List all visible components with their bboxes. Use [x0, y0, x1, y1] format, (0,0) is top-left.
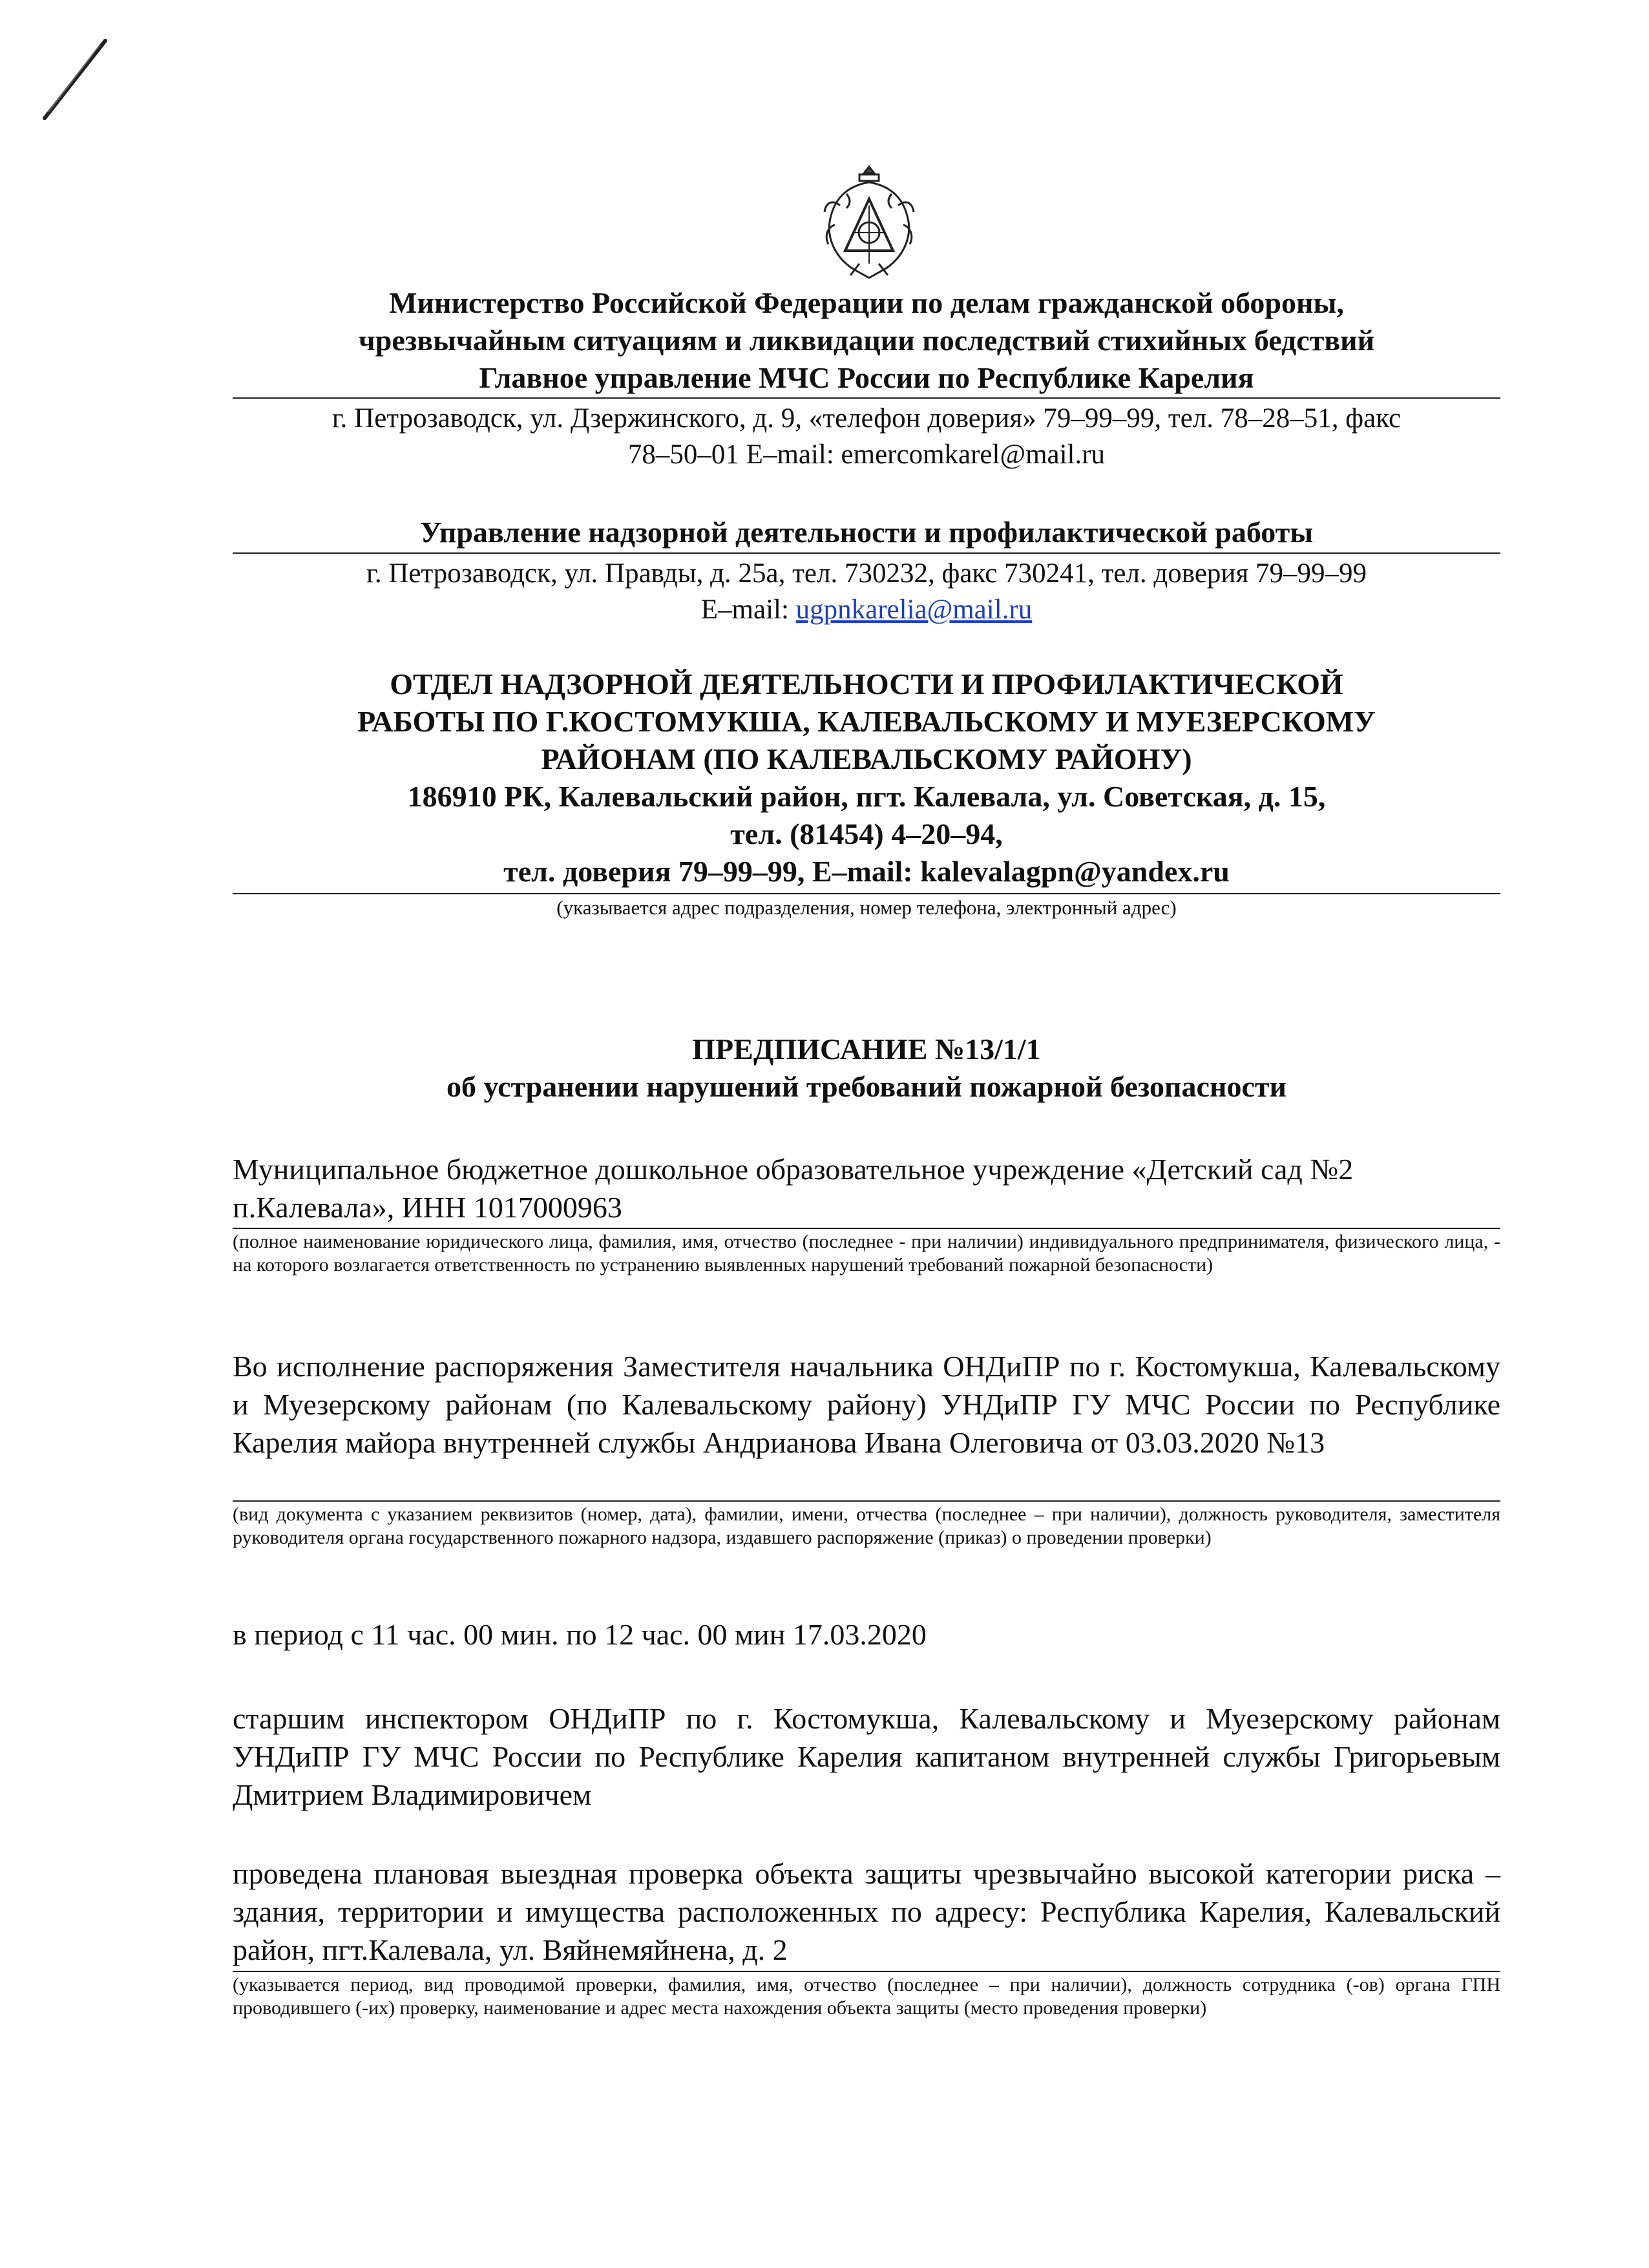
email-prefix: E–mail:	[700, 594, 796, 625]
ministry-header	[233, 284, 1500, 397]
department-title-line-1: ОТДЕЛ НАДЗОРНОЙ ДЕЯТЕЛЬНОСТИ И ПРОФИЛАКТИЧЕСКОЙ	[390, 667, 1343, 700]
department-title-line-2: РАБОТЫ ПО Г.КОСТОМУКША, КАЛЕВАЛЬСКОМУ И МУЕЗЕРСКОМУ	[357, 705, 1376, 738]
recipient-block	[233, 1150, 1500, 1226]
basis-text: Во исполнение распоряжения Заместителя начальника ОНДиПР по г. Костомукша, Калевальскому и Муезерскому районам (по Калевальскому району) УНДиПР ГУ МЧС России по Республике Карелия майора внутренней службы Андрианова Ивана Олеговича от 03.03.2020 №13	[233, 1350, 1500, 1459]
recipient-line-1: Муниципальное бюджетное дошкольное образовательное учреждение «Детский сад №2	[233, 1153, 1354, 1186]
pen-stroke-mark	[36, 36, 113, 126]
recipient-caption: (полное наименование юридического лица, фамилия, имя, отчество (последнее - при наличии) индивидуального предпринимателя, физического лица, - на которого возлагается ответственность по устранению выявленных нарушений требований пожарной безопасности)	[233, 1231, 1500, 1276]
main-directorate-address	[233, 401, 1500, 473]
divider	[233, 552, 1500, 554]
directorate-email-link[interactable]: ugpnkarelia@mail.ru	[795, 594, 1033, 625]
department-address-line-2: тел. (81454) 4–20–94,	[730, 817, 1003, 850]
address-line-2: 78–50–01 E–mail: emercomkarel@mail.ru	[627, 439, 1106, 470]
divider	[233, 1500, 1500, 1502]
department-block	[233, 666, 1500, 890]
inspection-period: в период с 11 час. 00 мин. по 12 час. 00 мин 17.03.2020	[233, 1618, 927, 1651]
order-heading	[233, 1031, 1500, 1106]
divider	[233, 1228, 1500, 1229]
department-caption: (указывается адрес подразделения, номер телефона, электронный адрес)	[556, 896, 1177, 919]
divider	[233, 397, 1500, 399]
ministry-line-1: Министерство Российской Федерации по делам гражданской обороны,	[389, 286, 1344, 319]
basis-caption: (вид документа с указанием реквизитов (номер, дата), фамилии, имени, отчества (последнее – при наличии), должность руководителя, заместителя руководителя органа государственного пожарного надзора, издавшего распоряжение (приказ) о проведении проверки)	[233, 1504, 1500, 1548]
order-title: ПРЕДПИСАНИЕ №13/1/1	[692, 1033, 1041, 1066]
department-address-line-3: тел. доверия 79–99–99, E–mail: kalevalagpn@yandex.ru	[503, 855, 1230, 888]
inspection-caption: (указывается период, вид проводимой проверки, фамилия, имя, отчество (последнее – при наличии), должность сотрудника (-ов) органа ГПН проводившего (-их) проверку, наименование и адрес места нахождения объекта защиты (место проведения проверки)	[233, 1974, 1500, 2019]
directorate-title: Управление надзорной деятельности и профилактической работы	[419, 516, 1314, 549]
ministry-line-2: чрезвычайным ситуациям и ликвидации последствий стихийных бедствий	[358, 324, 1375, 357]
order-subtitle: об устранении нарушений требований пожарной безопасности	[446, 1070, 1287, 1103]
emercom-emblem-icon	[821, 160, 918, 283]
divider	[233, 893, 1500, 894]
directorate-address	[233, 556, 1500, 628]
recipient-line-2: п.Калевала», ИНН 1017000963	[233, 1191, 622, 1224]
inspector-text: старшим инспектором ОНДиПР по г. Костомукша, Калевальскому и Муезерскому районам УНДиПР ГУ МЧС России по Республике Карелия капитаном внутренней службы Григорьевым Дмитрием Владимировичем	[233, 1702, 1500, 1811]
department-title-line-3: РАЙОНАМ (ПО КАЛЕВАЛЬСКОМУ РАЙОНУ)	[541, 742, 1192, 775]
address-line-1: г. Петрозаводск, ул. Дзержинского, д. 9, «телефон доверия» 79–99–99, тел. 78–28–51, факс	[331, 403, 1402, 434]
directorate-email-line	[233, 592, 1500, 628]
divider	[233, 1971, 1500, 1972]
directorate-address-line-1: г. Петрозаводск, ул. Правды, д. 25а, тел. 730232, факс 730241, тел. доверия 79–99–99	[366, 558, 1367, 589]
department-address-line-1: 186910 РК, Калевальский район, пгт. Калевала, ул. Советская, д. 15,	[407, 780, 1326, 813]
inspection-text: проведена плановая выездная проверка объекта защиты чрезвычайно высокой категории риска – здания, территории и имущества расположенных по адресу: Республика Карелия, Калевальский район, пгт.Калевала, ул. Вяйнемяйнена, д. 2	[233, 1857, 1500, 1966]
main-directorate-title: Главное управление МЧС России по Республике Карелия	[479, 361, 1254, 394]
